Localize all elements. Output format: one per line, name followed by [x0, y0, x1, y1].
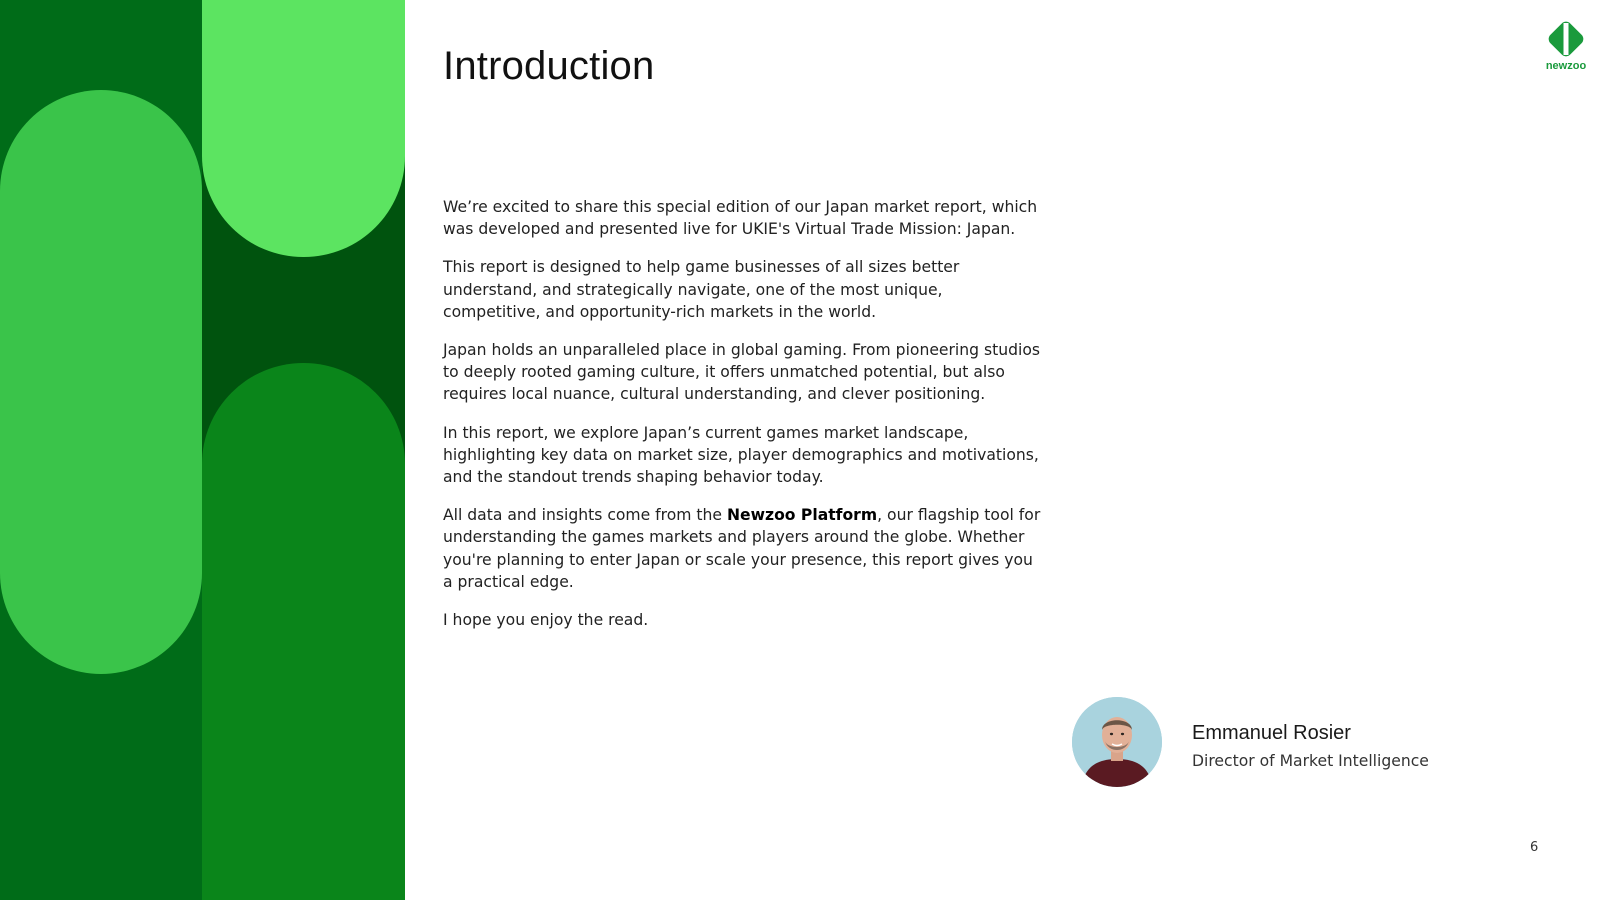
art-column-left [0, 0, 202, 900]
newzoo-logo [1538, 20, 1594, 72]
art-pill-left [0, 90, 202, 674]
decorative-art-panel [0, 0, 405, 900]
paragraph-4: In this report, we explore Japan’s current games market landscape, highlighting key data on market size, player demographics and motivations, and the standout trends shaping behavior today. [443, 423, 1039, 487]
newzoo-logo-icon [1538, 20, 1594, 60]
person-photo-icon [1072, 697, 1162, 787]
paragraph-3: Japan holds an unparalleled place in global gaming. From pioneering studios to deeply rooted gaming culture, it offers unmatched potential, but also requires local nuance, cultural understanding, and clever positioning. [443, 341, 1041, 404]
intro-body [443, 196, 1043, 647]
paragraph-5-end: , our flagship tool for understanding the games markets and players around the globe. Whether you're planning to enter Japan or scale your presence, this report gives you a practical edge. [443, 506, 1041, 591]
newzoo-platform-link[interactable]: Newzoo Platform [726, 506, 878, 525]
page-title: Introduction [443, 44, 655, 88]
paragraph-2: This report is designed to help game businesses of all sizes better understand, and strategically navigate, one of the most unique, competitive, and opportunity-rich markets in the world. [443, 258, 960, 321]
paragraph-1: We’re excited to share this special edition of our Japan market report, which was developed and presented live for UKIE's Virtual Trade Mission: Japan. [443, 198, 1038, 239]
art-pill-top-right [202, 0, 405, 257]
author-role: Director of Market Intelligence [1192, 752, 1429, 770]
paragraph-5-start: All data and insights come from the [443, 506, 727, 525]
art-pill-bottom-right [202, 363, 405, 900]
page-number: 6 [1530, 840, 1539, 855]
author-name: Emmanuel Rosier [1192, 722, 1351, 744]
art-column-right [202, 0, 405, 900]
paragraph-6: I hope you enjoy the read. [443, 611, 649, 630]
author-avatar [1072, 697, 1162, 787]
newzoo-wordmark: newzoo [1545, 60, 1587, 72]
paragraph-5 [443, 504, 1043, 593]
